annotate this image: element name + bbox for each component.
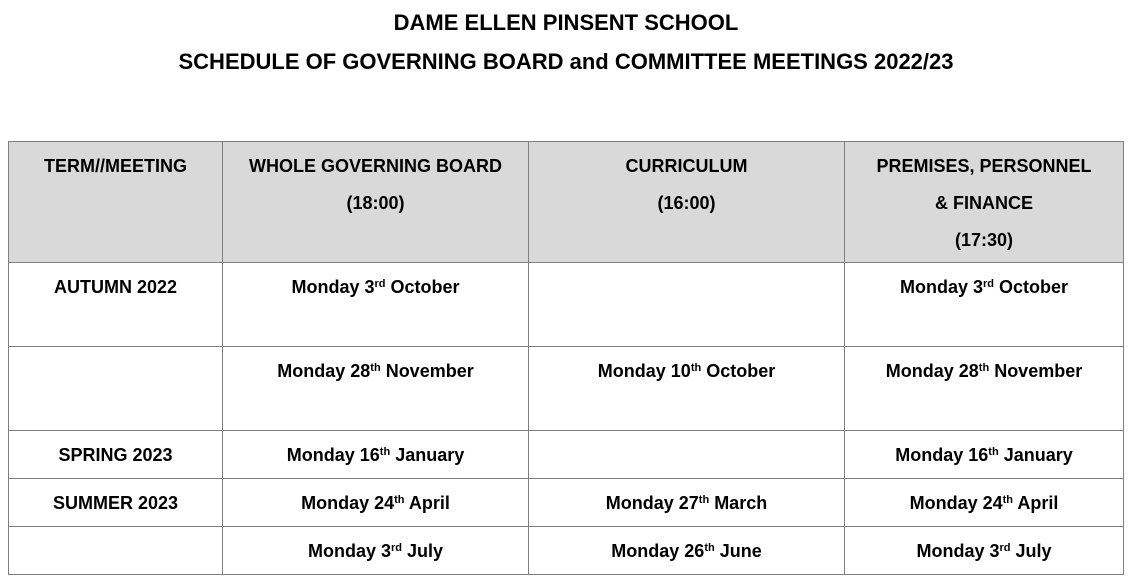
schedule-table <box>8 141 1124 575</box>
meeting-date-cell: Monday 3rd July <box>845 527 1124 575</box>
meeting-date-cell <box>529 263 845 347</box>
meeting-date-cell: Monday 24th April <box>223 479 529 527</box>
meeting-date-cell: Monday 10th October <box>529 347 845 431</box>
meeting-date-cell: Monday 16th January <box>845 431 1124 479</box>
column-header-premises <box>845 142 1124 263</box>
term-cell: SPRING 2023 <box>9 431 223 479</box>
header-line: WHOLE GOVERNING BOARD <box>248 156 502 176</box>
column-header-curriculum <box>529 142 845 263</box>
header-line-2: & FINANCE <box>935 193 1033 213</box>
term-cell <box>9 347 223 431</box>
table-header-row <box>9 142 1124 263</box>
meeting-date-cell: Monday 28th November <box>845 347 1124 431</box>
term-cell: SUMMER 2023 <box>9 479 223 527</box>
meeting-date-cell: Monday 27th March <box>529 479 845 527</box>
meeting-date-cell <box>529 431 845 479</box>
table-row <box>9 431 1124 479</box>
school-name: DAME ELLEN PINSENT SCHOOL <box>393 10 739 35</box>
meeting-date-cell: Monday 3rd July <box>223 527 529 575</box>
header-time: (18:00) <box>346 193 405 213</box>
header-line: TERM//MEETING <box>44 156 187 176</box>
meeting-date-cell: Monday 3rd October <box>223 263 529 347</box>
column-header-term <box>9 142 223 263</box>
meeting-date-cell: Monday 24th April <box>845 479 1124 527</box>
header-time: (17:30) <box>954 230 1014 250</box>
table-row <box>9 479 1124 527</box>
column-header-whole-board <box>223 142 529 263</box>
header-line: PREMISES, PERSONNEL <box>876 156 1092 176</box>
meeting-date-cell: Monday 3rd October <box>845 263 1124 347</box>
header-time: (16:00) <box>657 193 716 213</box>
meeting-date-cell: Monday 16th January <box>223 431 529 479</box>
header-line: CURRICULUM <box>625 156 748 176</box>
meeting-date-cell: Monday 26th June <box>529 527 845 575</box>
page-title: SCHEDULE OF GOVERNING BOARD and COMMITTEE MEETINGS 2022/23 <box>178 49 954 74</box>
term-cell <box>9 527 223 575</box>
table-row <box>9 347 1124 431</box>
table-row <box>9 527 1124 575</box>
meeting-date-cell: Monday 28th November <box>223 347 529 431</box>
table-row <box>9 263 1124 347</box>
term-cell: AUTUMN 2022 <box>9 263 223 347</box>
